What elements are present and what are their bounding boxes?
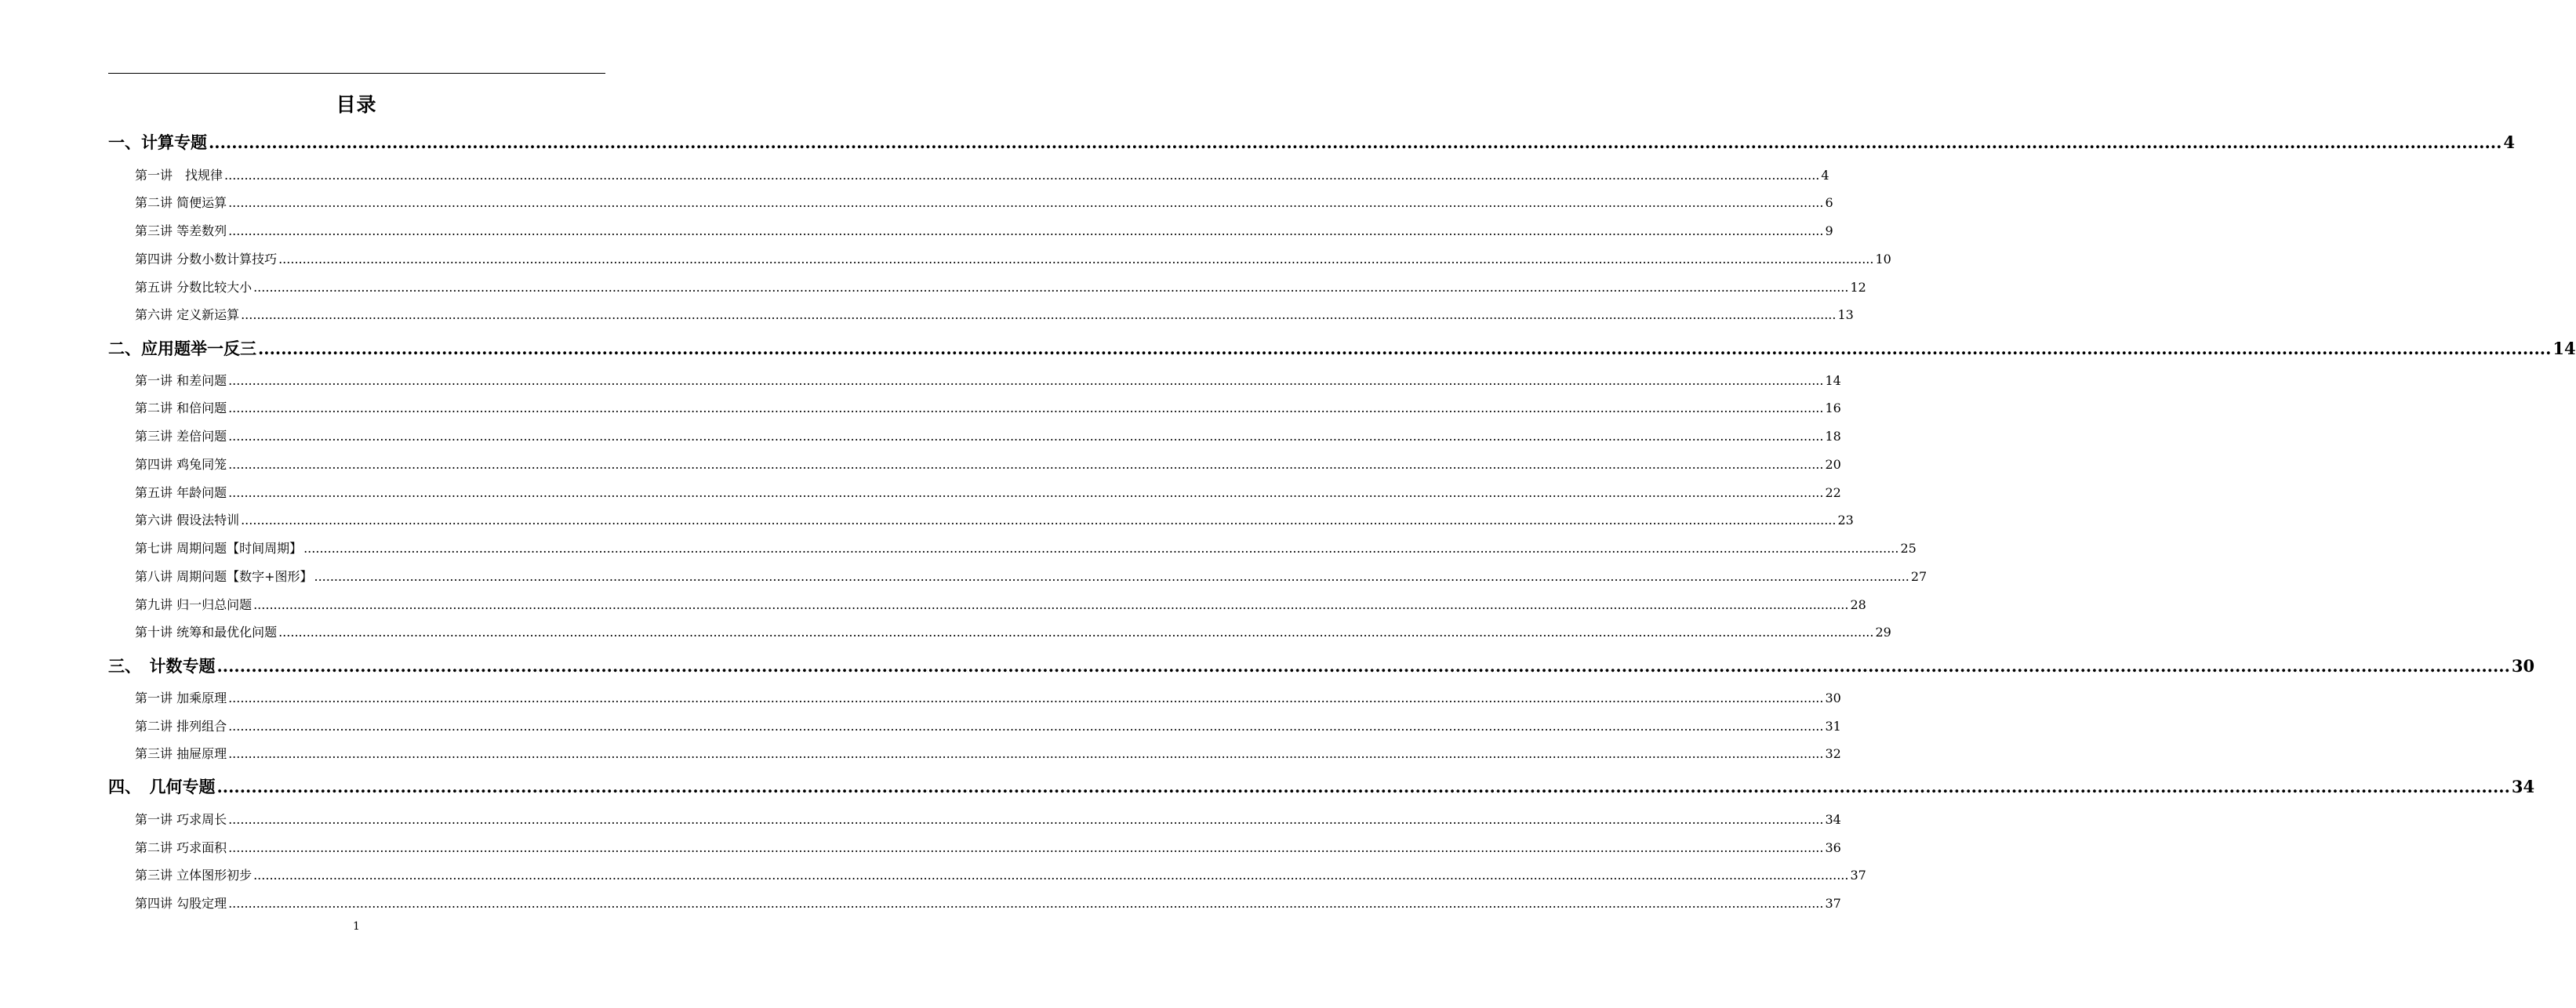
lecture-title: 第三讲 等差数列 (135, 223, 227, 238)
toc-lecture-entry[interactable] (135, 567, 1927, 587)
section-page-number: 34 (2511, 777, 2535, 796)
lecture-page-number: 23 (1837, 513, 1854, 528)
toc-lecture-entry[interactable] (135, 688, 1841, 709)
toc-section-entry[interactable] (108, 653, 2535, 680)
lecture-page-number: 10 (1875, 252, 1891, 267)
section-title: 四、 几何专题 (108, 777, 216, 796)
lecture-title: 第四讲 勾股定理 (135, 896, 227, 911)
dot-leader: ................................................................................................................................................................................................................................................................................................................................................................................................................ (228, 896, 1824, 911)
dot-leader: ................................................................................................................................................................................................................................................................................................................................................................................................................ (216, 656, 2510, 676)
lecture-page-number: 6 (1825, 195, 1833, 210)
section-page-number: 14 (2552, 339, 2576, 358)
lecture-page-number: 4 (1821, 168, 1829, 183)
toc-lecture-entry[interactable] (135, 744, 1841, 764)
lecture-page-number: 14 (1825, 373, 1841, 388)
dot-leader: ................................................................................................................................................................................................................................................................................................................................................................................................................ (228, 373, 1824, 388)
lecture-title: 第九讲 归一归总问题 (135, 597, 253, 612)
lecture-page-number: 34 (1825, 812, 1841, 827)
dot-leader: ................................................................................................................................................................................................................................................................................................................................................................................................................ (241, 513, 1837, 528)
dot-leader: ................................................................................................................................................................................................................................................................................................................................................................................................................ (209, 132, 2502, 152)
lecture-title: 第一讲 加乘原理 (135, 691, 227, 705)
dot-leader: ................................................................................................................................................................................................................................................................................................................................................................................................................ (241, 307, 1837, 322)
toc-lecture-entry[interactable] (135, 221, 1833, 241)
dot-leader: ................................................................................................................................................................................................................................................................................................................................................................................................................ (253, 280, 1849, 295)
section-title: 三、 计数专题 (108, 656, 216, 676)
dot-leader: ................................................................................................................................................................................................................................................................................................................................................................................................................ (228, 429, 1824, 444)
lecture-page-number: 37 (1825, 896, 1841, 911)
dot-leader: ................................................................................................................................................................................................................................................................................................................................................................................................................ (228, 840, 1824, 855)
lecture-page-number: 12 (1850, 280, 1866, 295)
lecture-title: 第八讲 周期问题【数字+图形】 (135, 569, 313, 584)
lecture-page-number: 31 (1825, 719, 1841, 734)
dot-leader: ................................................................................................................................................................................................................................................................................................................................................................................................................ (253, 868, 1849, 883)
dot-leader: ................................................................................................................................................................................................................................................................................................................................................................................................................ (228, 401, 1824, 415)
lecture-title: 第三讲 抽屉原理 (135, 746, 227, 761)
lecture-page-number: 16 (1825, 401, 1841, 415)
lecture-title: 第六讲 假设法特训 (135, 513, 240, 528)
lecture-page-number: 37 (1850, 868, 1866, 883)
dot-leader: ................................................................................................................................................................................................................................................................................................................................................................................................................ (228, 746, 1824, 761)
toc-lecture-entry[interactable] (135, 277, 1866, 298)
lecture-page-number: 29 (1875, 625, 1891, 640)
toc-section-entry[interactable] (108, 335, 2576, 362)
lecture-page-number: 9 (1825, 223, 1833, 238)
section-page-number: 4 (2503, 132, 2516, 152)
dot-leader: ................................................................................................................................................................................................................................................................................................................................................................................................................ (278, 625, 1874, 640)
lecture-title: 第十讲 统筹和最优化问题 (135, 625, 278, 640)
dot-leader: ................................................................................................................................................................................................................................................................................................................................................................................................................ (228, 223, 1824, 238)
lecture-page-number: 30 (1825, 691, 1841, 705)
section-title: 一、计算专题 (108, 132, 207, 152)
lecture-title: 第一讲 找规律 (135, 168, 223, 183)
lecture-title: 第七讲 周期问题【时间周期】 (135, 541, 303, 556)
toc-lecture-entry[interactable] (135, 249, 1891, 270)
lecture-title: 第六讲 定义新运算 (135, 307, 240, 322)
toc-lecture-entry[interactable] (135, 483, 1841, 503)
dot-leader: ................................................................................................................................................................................................................................................................................................................................................................................................................ (228, 691, 1824, 705)
lecture-page-number: 36 (1825, 840, 1841, 855)
toc-lecture-entry[interactable] (135, 193, 1833, 213)
toc-lecture-entry[interactable] (135, 426, 1841, 447)
dot-leader: ................................................................................................................................................................................................................................................................................................................................................................................................................ (228, 812, 1824, 827)
toc-lecture-entry[interactable] (135, 455, 1841, 475)
toc-lecture-entry[interactable] (135, 398, 1841, 419)
dot-leader: ................................................................................................................................................................................................................................................................................................................................................................................................................ (314, 569, 1909, 584)
lecture-page-number: 18 (1825, 429, 1841, 444)
toc-lecture-entry[interactable] (135, 510, 1854, 531)
section-title: 二、应用题举一反三 (108, 339, 256, 358)
toc-section-entry[interactable] (108, 774, 2535, 800)
lecture-title: 第五讲 年龄问题 (135, 485, 227, 500)
lecture-page-number: 20 (1825, 457, 1841, 472)
dot-leader: ................................................................................................................................................................................................................................................................................................................................................................................................................ (224, 168, 1820, 183)
dot-leader: ................................................................................................................................................................................................................................................................................................................................................................................................................ (216, 777, 2510, 796)
toc-lecture-entry[interactable] (135, 165, 1829, 186)
toc-lecture-entry[interactable] (135, 716, 1841, 737)
dot-leader: ................................................................................................................................................................................................................................................................................................................................................................................................................ (228, 719, 1824, 734)
toc-title: 目录 (336, 93, 377, 116)
dot-leader: ................................................................................................................................................................................................................................................................................................................................................................................................................ (253, 597, 1849, 612)
toc-lecture-entry[interactable] (135, 622, 1891, 643)
toc-lecture-entry[interactable] (135, 865, 1866, 886)
lecture-title: 第二讲 和倍问题 (135, 401, 227, 415)
toc-lecture-entry[interactable] (135, 595, 1866, 615)
lecture-title: 第三讲 立体图形初步 (135, 868, 253, 883)
lecture-title: 第四讲 鸡兔同笼 (135, 457, 227, 472)
section-page-number: 30 (2511, 656, 2535, 676)
lecture-title: 第二讲 简便运算 (135, 195, 227, 210)
toc-lecture-entry[interactable] (135, 305, 1854, 325)
lecture-page-number: 27 (1910, 569, 1927, 584)
dot-leader: ................................................................................................................................................................................................................................................................................................................................................................................................................ (228, 485, 1824, 500)
dot-leader: ................................................................................................................................................................................................................................................................................................................................................................................................................ (228, 195, 1824, 210)
lecture-page-number: 25 (1900, 541, 1917, 556)
lecture-title: 第二讲 排列组合 (135, 719, 227, 734)
dot-leader: ................................................................................................................................................................................................................................................................................................................................................................................................................ (258, 339, 2552, 358)
toc-section-entry[interactable] (108, 129, 2516, 156)
toc-lecture-entry[interactable] (135, 894, 1841, 914)
toc-lecture-entry[interactable] (135, 810, 1841, 830)
lecture-title: 第四讲 分数小数计算技巧 (135, 252, 278, 267)
lecture-title: 第五讲 分数比较大小 (135, 280, 253, 295)
toc-lecture-entry[interactable] (135, 371, 1841, 391)
toc-lecture-entry[interactable] (135, 838, 1841, 858)
dot-leader: ................................................................................................................................................................................................................................................................................................................................................................................................................ (278, 252, 1874, 267)
lecture-title: 第三讲 差倍问题 (135, 429, 227, 444)
lecture-page-number: 28 (1850, 597, 1866, 612)
dot-leader: ................................................................................................................................................................................................................................................................................................................................................................................................................ (228, 457, 1824, 472)
lecture-title: 第一讲 和差问题 (135, 373, 227, 388)
toc-lecture-entry[interactable] (135, 538, 1917, 559)
lecture-title: 第一讲 巧求周长 (135, 812, 227, 827)
lecture-page-number: 13 (1837, 307, 1854, 322)
lecture-title: 第二讲 巧求面积 (135, 840, 227, 855)
page-number: 1 (353, 920, 360, 933)
lecture-page-number: 32 (1825, 746, 1841, 761)
lecture-page-number: 22 (1825, 485, 1841, 500)
dot-leader: ................................................................................................................................................................................................................................................................................................................................................................................................................ (303, 541, 1899, 556)
